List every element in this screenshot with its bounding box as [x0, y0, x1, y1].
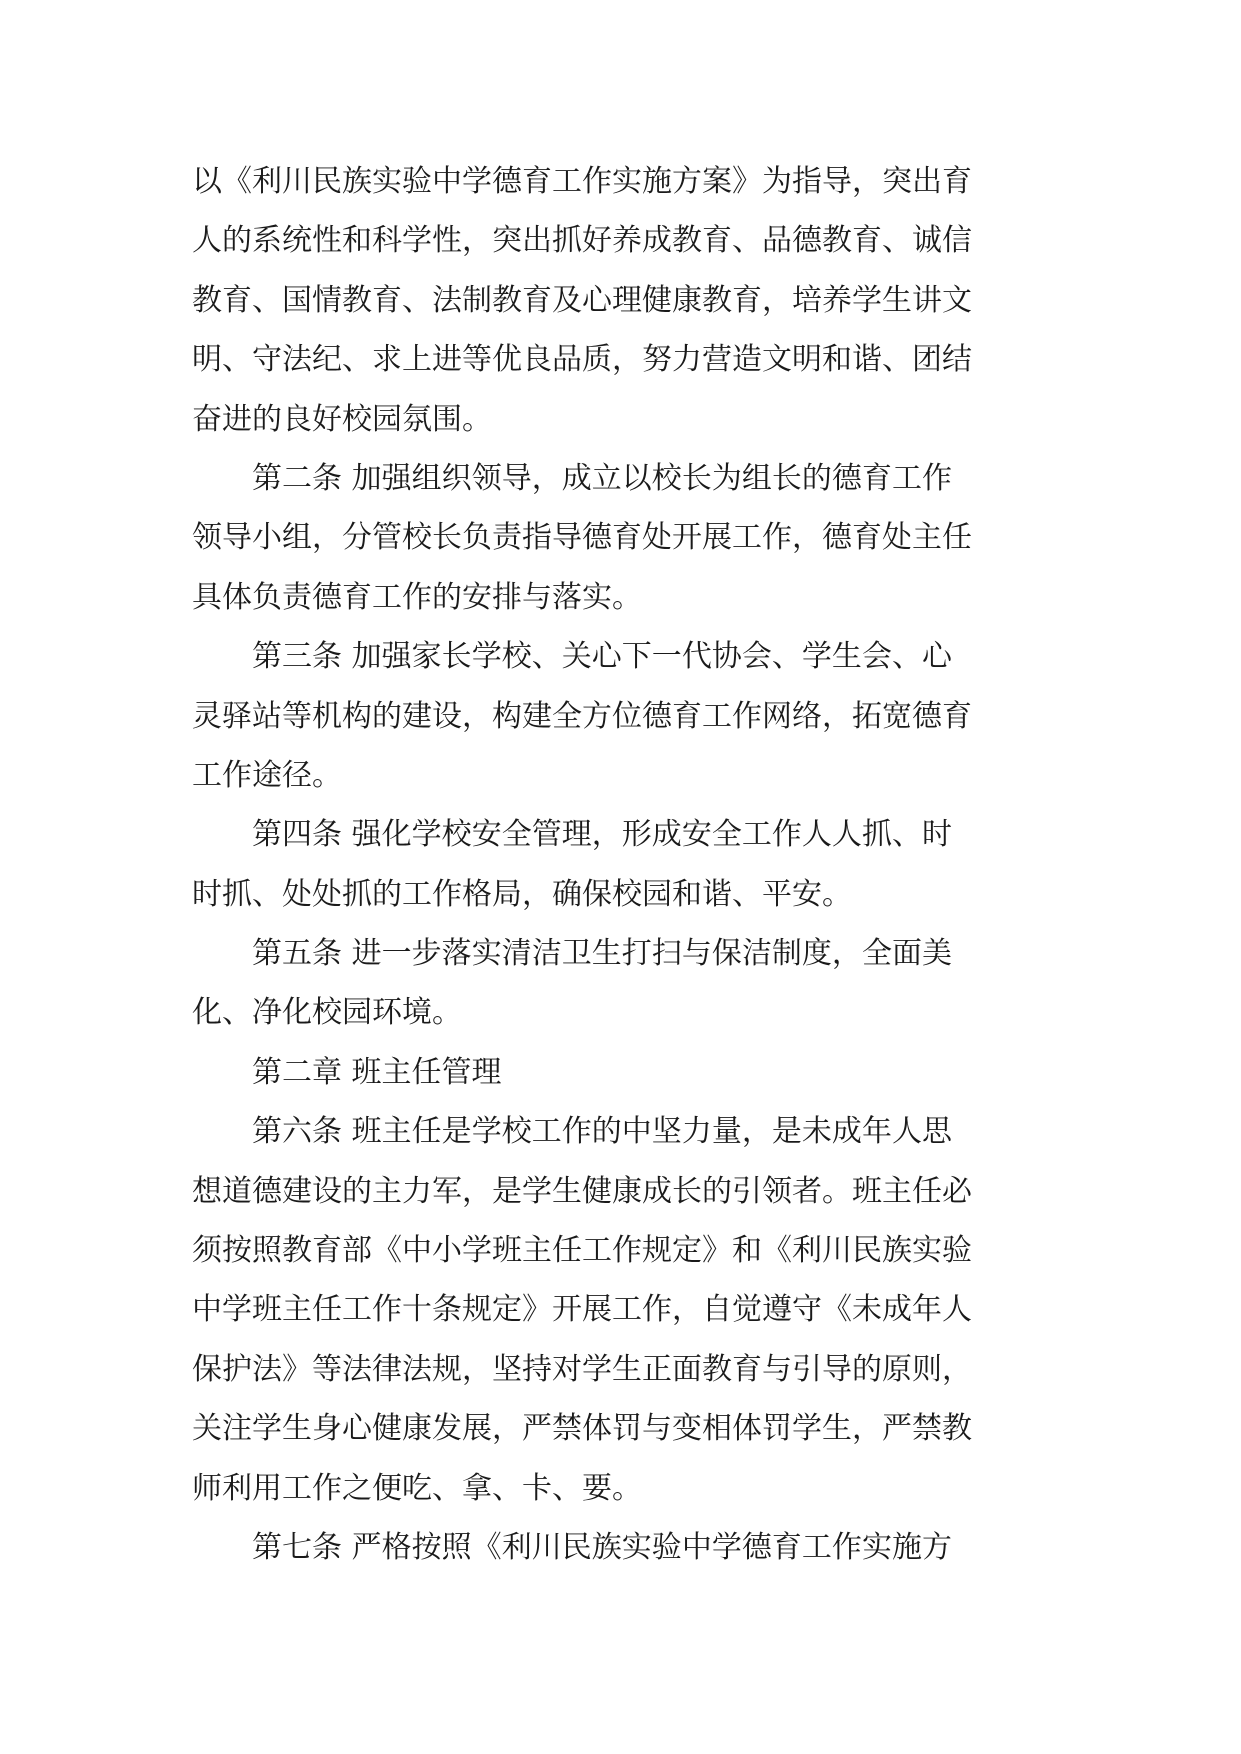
- document-body: [192, 152, 1052, 1577]
- text-line: 时抓、处处抓的工作格局，确保校园和谐、平安。: [192, 876, 852, 912]
- text-line: 第三条 加强家长学校、关心下一代协会、学生会、心: [252, 639, 952, 675]
- text-line: 明、守法纪、求上进等优良品质，努力营造文明和谐、团结: [192, 342, 972, 378]
- text-line: 领导小组，分管校长负责指导德育处开展工作，德育处主任: [192, 520, 972, 556]
- text-line: 关注学生身心健康发展，严禁体罚与变相体罚学生，严禁教: [192, 1411, 972, 1447]
- text-line: 保护法》等法律法规，坚持对学生正面教育与引导的原则，: [192, 1351, 972, 1387]
- text-line: 第五条 进一步落实清洁卫生打扫与保洁制度，全面美: [252, 936, 952, 972]
- text-line: 以《利川民族实验中学德育工作实施方案》为指导，突出育: [192, 164, 972, 199]
- text-line: 师利用工作之便吃、拿、卡、要。: [192, 1470, 642, 1506]
- text-line: 人的系统性和科学性，突出抓好养成教育、品德教育、诚信: [192, 223, 972, 259]
- text-line: 化、净化校园环境。: [192, 995, 462, 1031]
- text-line: 第二条 加强组织领导，成立以校长为组长的德育工作: [252, 460, 952, 496]
- text-line: 中学班主任工作十条规定》开展工作，自觉遵守《未成年人: [192, 1292, 972, 1328]
- text-line: 第七条 严格按照《利川民族实验中学德育工作实施方: [252, 1529, 952, 1565]
- text-line: 奋进的良好校园氛围。: [192, 401, 492, 437]
- text-line: 具体负责德育工作的安排与落实。: [192, 579, 642, 615]
- text-line: 教育、国情教育、法制教育及心理健康教育，培养学生讲文: [192, 282, 972, 318]
- text-line: 想道德建设的主力军，是学生健康成长的引领者。班主任必: [192, 1173, 972, 1209]
- text-line: 第二章 班主任管理: [252, 1054, 502, 1090]
- text-line: 第四条 强化学校安全管理，形成安全工作人人抓、时: [252, 817, 952, 853]
- text-line: 灵驿站等机构的建设，构建全方位德育工作网络，拓宽德育: [192, 698, 972, 734]
- text-line: 第六条 班主任是学校工作的中坚力量，是未成年人思: [252, 1114, 952, 1150]
- text-line: 工作途径。: [192, 757, 342, 793]
- text-line: 须按照教育部《中小学班主任工作规定》和《利川民族实验: [192, 1233, 972, 1269]
